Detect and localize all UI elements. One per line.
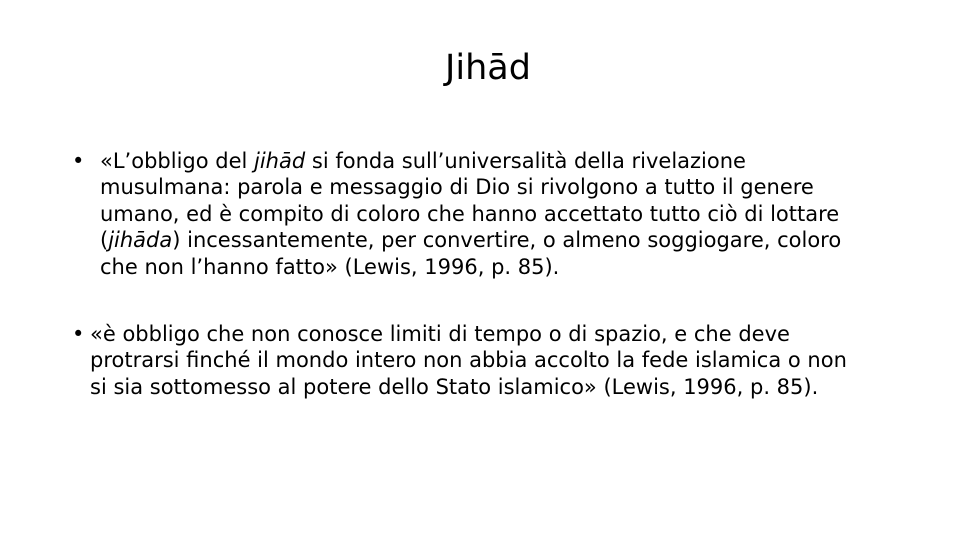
bullet-2-text: «è obbligo che non conosce limiti di tempo o di spazio, e che deve protrarsi finché il mondo intero non abbia accolto la fede islamica o non si sia sottomesso al potere dello Stato islamico» (Lewis, 1996, p. 85).: [90, 322, 847, 399]
bullet-1-italic-jihad: jihād: [254, 149, 306, 173]
bullet-1-text-part-2: si fonda sull’universalità della rivelazione musulmana: parola e messaggio di Dio si rivolgono a tutto il genere umano, ed è compito di coloro che hanno accettato tutto ciò di lottare (: [100, 149, 840, 253]
slide-title: Jihād: [445, 48, 531, 88]
bullet-marker-2: •: [72, 322, 85, 347]
bullet-list: [72, 148, 888, 400]
bullet-marker-1: •: [72, 149, 85, 173]
bullet-item-2: [72, 321, 860, 400]
bullet-1-text-part-3: ) incessantemente, per convertire, o almeno soggiogare, coloro che non l’hanno fatto» (Lewis, 1996, p. 85).: [100, 228, 842, 279]
bullet-item-1: [72, 148, 860, 280]
bullet-1-text-part-1: «L’obbligo del: [100, 149, 255, 173]
bullet-1-italic-jihada: jihāda: [108, 228, 173, 253]
